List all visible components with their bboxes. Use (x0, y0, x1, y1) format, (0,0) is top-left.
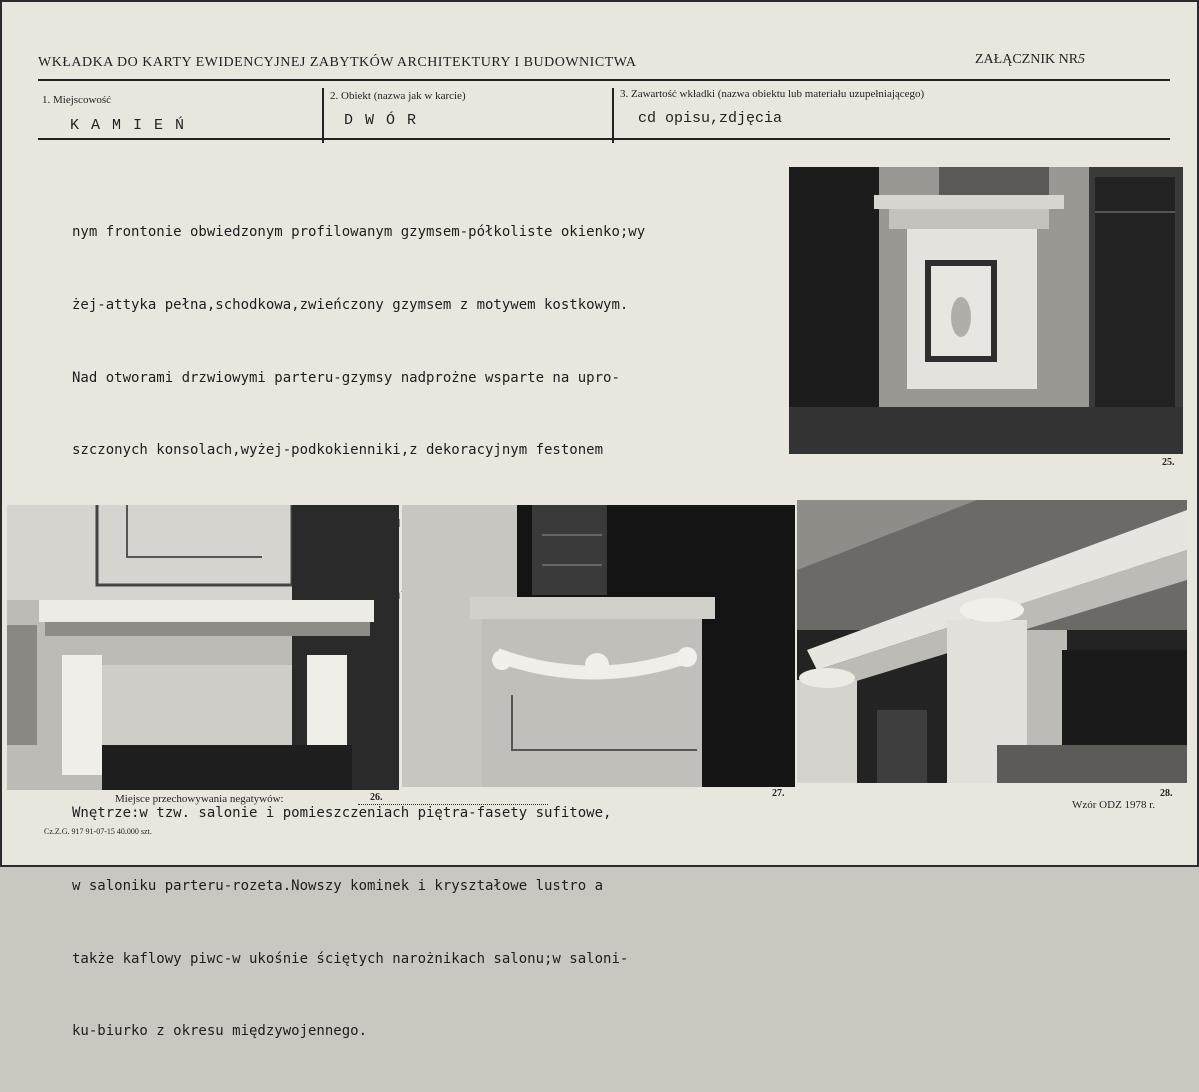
form-title: WKŁADKA DO KARTY EWIDENCYJNEJ ZABYTKÓW ARCHITEKTURY I BUDOWNICTWA (38, 55, 637, 70)
header-rule-top (38, 79, 1170, 81)
field-value-object: DWÓR (344, 112, 429, 129)
description-line: Wnętrze:w tzw. salonie i pomieszczeniach piętra-fasety sufitowe, (72, 805, 612, 822)
field-divider-1 (322, 88, 324, 143)
photo-door-cornice (7, 505, 399, 790)
photo-number: 27. (772, 788, 785, 799)
description-line: także kaflowy piwc-w ukośnie ściętych narożnikach salonu;w saloni- (72, 950, 629, 967)
storage-label: Miejsce przechowywania negatywów: (115, 793, 284, 805)
form-version: Wzór ODZ 1978 r. (1072, 799, 1156, 811)
photo-attic-window (789, 167, 1183, 454)
storage-value: 26. (370, 792, 383, 803)
field-label-contents: 3. Zawartość wkładki (nazwa obiektu lub materiału uzupełniającego) (620, 88, 925, 100)
storage-dotline (358, 804, 548, 805)
header-rule-bottom (38, 138, 1170, 140)
field-label-place: 1. Miejscowość (42, 94, 112, 106)
description-line: nym frontonie obwiedzonym profilowanym gzymsem-półkoliste okienko;wy (72, 224, 646, 241)
attachment-label (975, 52, 1085, 68)
attachment-number: 5 (1078, 52, 1086, 67)
photo-number: 25. (1162, 457, 1175, 468)
description-line: szczonych konsolach,wyżej-podkokienniki,z dekoracyjnym festonem (72, 442, 604, 459)
print-info: Cz.Z.G. 917 91-07-15 40.000 szt. (44, 827, 152, 836)
description-line: ku-biurko z okresu międzywojennego. (72, 1023, 368, 1040)
photo-festoon (402, 505, 795, 787)
field-divider-2 (612, 88, 614, 143)
description-line: w saloniku parteru-rozeta.Nowszy kominek i kryształowe lustro a (72, 877, 604, 894)
field-label-object: 2. Obiekt (nazwa jak w karcie) (330, 90, 466, 102)
field-value-contents: cd opisu,zdjęcia (638, 110, 783, 127)
photo-number: 28. (1160, 788, 1173, 799)
attachment-text: ZAŁĄCZNIK NR (975, 52, 1079, 67)
field-value-place: KAMIEŃ (70, 117, 197, 134)
description-line: żej-attyka pełna,schodkowa,zwieńczony gzymsem z motywem kostkowym. (72, 297, 629, 314)
photo-ionic-pilasters (797, 500, 1187, 783)
description-line: Nad otworami drzwiowymi parteru-gzymsy nadprożne wsparte na upro- (72, 369, 620, 386)
